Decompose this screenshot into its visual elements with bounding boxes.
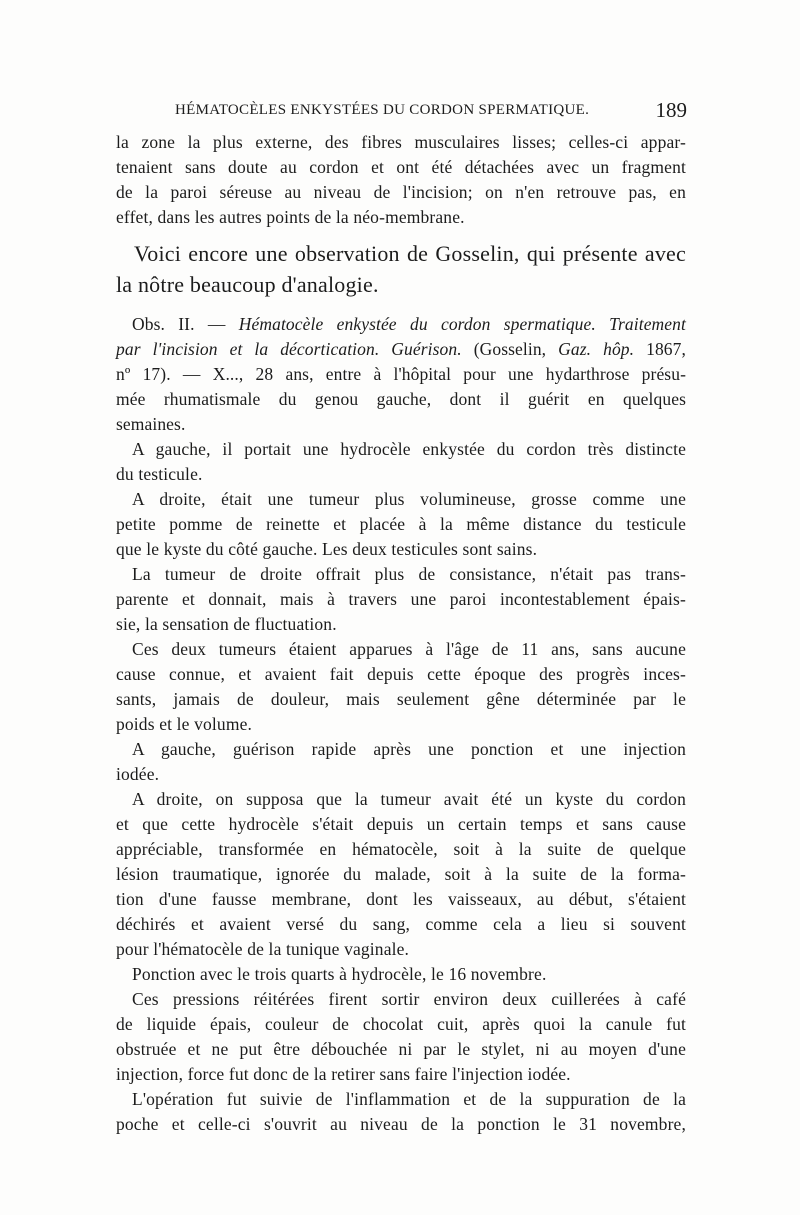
text-line: nº 17). — X..., 28 ans, entre à l'hôpital pour une hydarthrose présu- [116, 364, 686, 384]
text-line [116, 337, 686, 362]
obs-title: Hématocèle enkystée du cordon spermatique. Traitement [238, 314, 686, 334]
text-line: La tumeur de droite offrait plus de consistance, n'était pas trans- [132, 564, 686, 584]
text-line: tenaient sans doute au cordon et ont été détachées avec un fragment [116, 157, 686, 177]
text-line: de la paroi séreuse au niveau de l'incision; on n'en retrouve pas, en [116, 182, 686, 202]
obs-label: Obs. II. — [132, 314, 239, 334]
spacer [116, 300, 686, 312]
running-title: HÉMATOCÈLES ENKYSTÉES DU CORDON SPERMATIQUE. [175, 102, 590, 118]
paragraph-left-cure [116, 737, 686, 787]
page-number: 189 [655, 98, 687, 122]
text-line: Ponction avec le trois quarts à hydrocèle, le 16 novembre. [132, 964, 547, 984]
text-line: A droite, on supposa que la tumeur avait été un kyste du cordon [132, 789, 686, 809]
text-line: A droite, était une tumeur plus volumineuse, grosse comme une [132, 489, 686, 509]
paragraph-gosselin-intro [116, 238, 686, 300]
text-line: L'opération fut suivie de l'inflammation et de la suppuration de la [132, 1089, 686, 1109]
text-line: de liquide épais, couleur de chocolat cuit, après quoi la canule fut [116, 1014, 686, 1034]
spacer [116, 230, 686, 238]
text-line: iodée. [116, 764, 160, 784]
text-line: poids et le volume. [116, 714, 253, 734]
text-line: semaines. [116, 414, 186, 434]
obs-year: 1867, [634, 339, 686, 359]
text-line: effet, dans les autres points de la néo-membrane. [116, 207, 465, 227]
body-text [116, 130, 686, 1137]
text-line: du testicule. [116, 464, 203, 484]
text-line: A gauche, il portait une hydrocèle enkystée du cordon très distincte [132, 439, 686, 459]
text-line: cause connue, et avaient fait depuis cette époque des progrès inces- [116, 664, 686, 684]
text-line: et que cette hydrocèle s'était depuis un certain temps et sans cause [116, 814, 686, 834]
paragraph-pressure [116, 987, 686, 1087]
text-line: poche et celle-ci s'ouvrit au niveau de la ponction le 31 novembre, [116, 1114, 686, 1134]
text-line: sie, la sensation de fluctuation. [116, 614, 337, 634]
text-line: tion d'une fausse membrane, dont les vaisseaux, au début, s'étaient [116, 889, 686, 909]
paragraph-operation [116, 1087, 686, 1137]
paragraph-right-tumor [116, 562, 686, 637]
text-line: Ces pressions réitérées firent sortir environ deux cuillerées à café [132, 989, 686, 1009]
text-line: petite pomme de reinette et placée à la même distance du testicule [116, 514, 686, 534]
text-line: injection, force fut donc de la retirer sans faire l'injection iodée. [116, 1064, 571, 1084]
text-line: sants, jamais de douleur, mais seulement gêne déterminée par le [116, 689, 686, 709]
text-line: parente et donnait, mais à travers une paroi incontestablement épais- [116, 589, 686, 609]
text-line: que le kyste du côté gauche. Les deux testicules sont sains. [116, 539, 538, 559]
text-line: appréciable, transformée en hématocèle, soit à la suite de quelque [116, 839, 686, 859]
text-line: Ces deux tumeurs étaient apparues à l'âge de 11 ans, sans aucune [132, 639, 686, 659]
text-line: obstruée et ne put être débouchée ni par le stylet, ni au moyen d'une [116, 1039, 686, 1059]
text-line [116, 312, 686, 337]
paragraph-left-side [116, 437, 686, 487]
text-line: Voici encore une observation de Gosselin, qui présente avec [134, 241, 686, 266]
text-line: déchirés et avaient versé du sang, comme cela a lieu si souvent [116, 914, 686, 934]
text-line: la nôtre beaucoup d'analogie. [116, 272, 379, 297]
obs-source: (Gosselin, [461, 339, 559, 359]
paragraph-onset [116, 637, 686, 737]
paragraph-puncture [116, 962, 686, 987]
obs-title-cont: par l'incision et la décortication. Guérison. [116, 339, 462, 359]
observation-heading [116, 312, 686, 437]
paragraph-fiber-description [116, 130, 686, 230]
text-line: mée rhumatismale du genou gauche, dont il guérit en quelques [116, 389, 686, 409]
text-line: lésion traumatique, ignorée du malade, soit à la suite de la forma- [116, 864, 686, 884]
obs-journal: Gaz. hôp. [558, 339, 635, 359]
text-line: pour l'hématocèle de la tunique vaginale. [116, 939, 410, 959]
paragraph-right-hypothesis [116, 787, 686, 962]
paragraph-right-side [116, 487, 686, 562]
running-header [175, 98, 687, 124]
text-line: A gauche, guérison rapide après une ponction et une injection [132, 739, 686, 759]
text-line: la zone la plus externe, des fibres musculaires lisses; celles-ci appar- [116, 132, 686, 152]
